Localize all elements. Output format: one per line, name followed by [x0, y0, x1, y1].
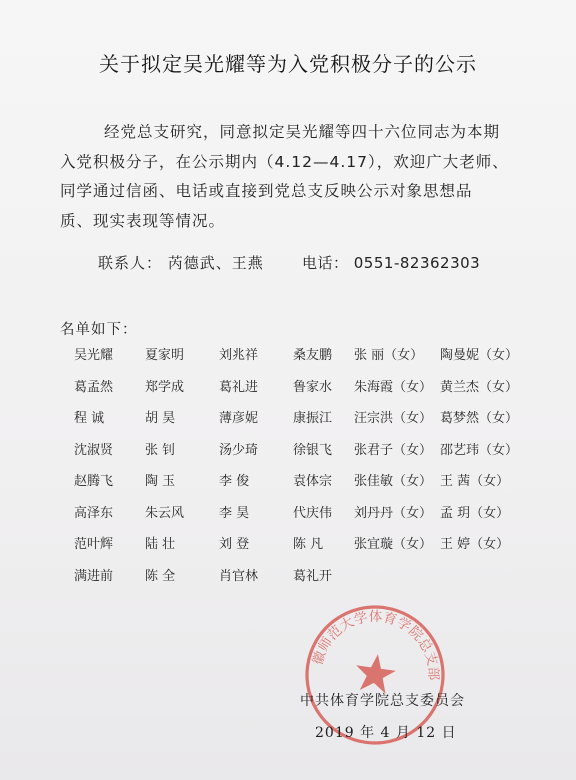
paragraph-line: 入党积极分子，在公示期内（4.12—4.17），欢迎广大老师、	[60, 152, 509, 171]
list-item: 陈 凡	[293, 537, 324, 552]
list-item: 邵艺玮（女）	[440, 442, 519, 458]
contact-persons: 联系人： 芮德武、王燕	[98, 254, 264, 272]
list-item: 王 茜（女）	[440, 474, 510, 489]
list-heading: 名单如下：	[60, 322, 138, 338]
list-item: 郑学成	[145, 379, 185, 395]
list-item: 王 婷（女）	[440, 537, 510, 552]
announcement-paragraph	[60, 118, 530, 236]
list-item: 胡 昊	[145, 411, 176, 426]
name-row	[74, 376, 544, 408]
list-item: 陆 壮	[145, 537, 176, 552]
list-item: 代庆伟	[293, 505, 333, 521]
name-row	[74, 565, 544, 597]
list-item: 刘丹丹（女）	[354, 505, 433, 521]
name-row	[74, 344, 544, 376]
list-item: 袁体宗	[293, 474, 333, 489]
list-item: 葛礼进	[219, 379, 259, 395]
list-item: 赵腾飞	[74, 474, 114, 489]
list-item: 葛孟然	[74, 379, 114, 395]
document-title: 关于拟定吴光耀等为入党积极分子的公示	[99, 52, 477, 76]
list-item: 程 诚	[74, 411, 105, 426]
list-item: 汪宗洪（女）	[354, 411, 433, 426]
list-item: 康振江	[293, 411, 333, 426]
list-item: 朱云风	[145, 505, 185, 521]
list-item: 陶曼妮（女）	[440, 348, 519, 363]
list-item: 李 俊	[219, 474, 250, 489]
list-item: 朱海霞（女）	[354, 379, 433, 395]
contact-phone: 电话： 0551-82362303	[302, 254, 481, 272]
list-item: 肖官林	[219, 568, 259, 584]
list-item: 葛礼开	[293, 568, 333, 584]
list-item: 葛梦然（女）	[440, 411, 519, 426]
list-item: 桑友鹏	[293, 348, 333, 363]
paragraph-line: 经党总支研究，同意拟定吴光耀等四十六位同志为本期	[104, 123, 501, 141]
list-item: 张 钊	[145, 442, 176, 458]
issuer-signature: 中共体育学院总支委员会	[300, 693, 465, 709]
list-item: 刘兆祥	[219, 348, 259, 363]
name-row	[74, 439, 544, 471]
name-row	[74, 533, 544, 565]
list-item: 陈 全	[145, 568, 176, 584]
issue-date: 2019 年 4 月 12 日	[315, 725, 457, 741]
list-item: 高泽东	[74, 505, 114, 521]
paragraph-line: 同学通过信函、电话或直接到党总支反映公示对象思想品	[60, 182, 473, 200]
list-item: 沈淑贤	[74, 442, 114, 458]
list-item: 张 丽（女）	[354, 348, 424, 363]
list-item: 李 昊	[219, 505, 250, 521]
list-item: 吴光耀	[74, 348, 114, 363]
list-item: 徐银飞	[293, 442, 333, 458]
list-item: 张佳敏（女）	[354, 474, 433, 489]
list-item: 薄彦妮	[219, 411, 259, 426]
name-list	[74, 344, 544, 596]
list-item: 范叶辉	[74, 537, 114, 552]
paragraph-line: 质、现实表现等情况。	[60, 211, 226, 230]
list-item: 张君子（女）	[354, 442, 433, 458]
list-item: 孟 玥（女）	[440, 505, 510, 521]
list-item: 陶 玉	[145, 474, 176, 489]
list-item: 夏家明	[145, 348, 185, 363]
name-row	[74, 502, 544, 534]
list-item: 刘 登	[219, 537, 250, 552]
svg-text:中共安徽师范大学体育学院总支部委员会: 中共安徽师范大学体育学院总支部委员会	[309, 608, 442, 681]
name-row	[74, 470, 544, 502]
name-row	[74, 407, 544, 439]
list-item: 汤少琦	[219, 442, 259, 458]
list-item: 张宜璇（女）	[354, 537, 433, 552]
list-item: 鲁家水	[293, 379, 333, 395]
list-item: 黄兰杰（女）	[440, 379, 519, 395]
list-item: 满进前	[74, 568, 114, 584]
